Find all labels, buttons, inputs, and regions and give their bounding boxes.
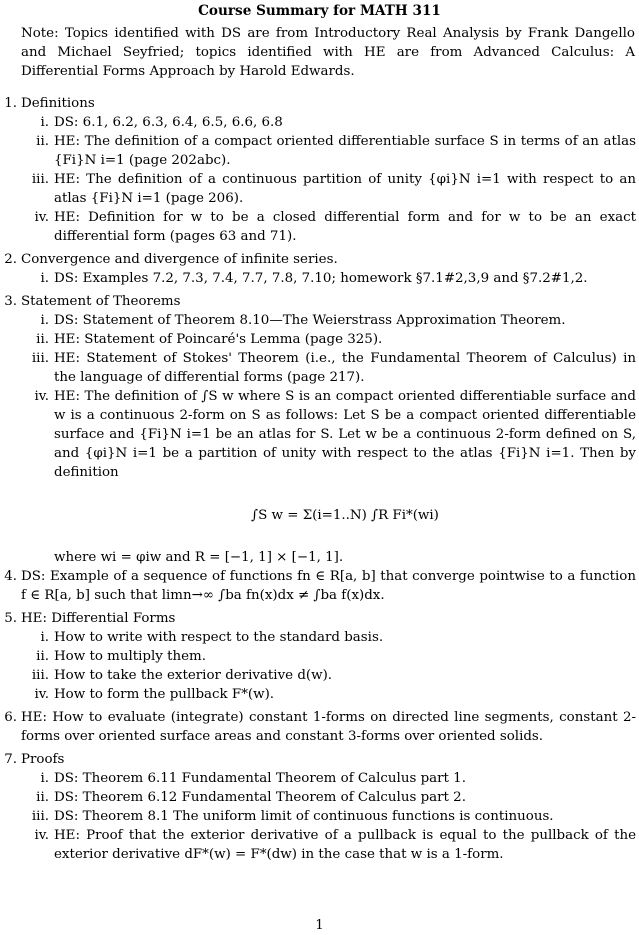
item-text: Statement of Theorems: [21, 294, 181, 309]
sub-text: How to take the exterior derivative d(w).: [54, 668, 333, 683]
sub-number: iv.: [34, 210, 49, 225]
sub-number: ii.: [36, 790, 49, 805]
formula-text: ∫S w = Σ(i=1..N) ∫R Fi*(wi): [251, 508, 439, 523]
sub-number: i.: [40, 115, 49, 130]
sub-text: HE: Statement of Stokes' Theorem (i.e., the Fundamental Theorem of Calculus) in the language of differential forms (page 217).: [54, 351, 636, 385]
page-number: 1: [315, 918, 324, 933]
item-number: 5.: [4, 611, 17, 626]
item-number: 1.: [4, 96, 17, 111]
list-item: [0, 292, 639, 311]
sub-text: HE: Statement of Poincaré's Lemma (page 325).: [54, 332, 383, 347]
sub-item: [0, 788, 639, 807]
sub-number: i.: [40, 771, 49, 786]
page-title: Course Summary for MATH 311: [198, 3, 441, 19]
sub-item: [0, 349, 639, 387]
sub-text: How to form the pullback F*(w).: [54, 687, 275, 702]
sub-item: [0, 311, 639, 330]
sub-item: [0, 769, 639, 788]
sub-item: [0, 807, 639, 826]
sub-text: HE: The definition of a compact oriented differentiable surface S in terms of an atlas {Fi}N i=1 (page 202abc).: [54, 134, 636, 168]
sub-number: i.: [40, 630, 49, 645]
sub-item: [0, 387, 639, 567]
item-text: Definitions: [21, 96, 95, 111]
sub-text: DS: Theorem 6.11 Fundamental Theorem of Calculus part 1.: [54, 771, 466, 786]
sub-text: HE: Proof that the exterior derivative of a pullback is equal to the pullback of the exterior derivative dF*(w) = F*(dw) in the case that w is a 1-form.: [54, 828, 636, 862]
note-paragraph: Note: Topics identified with DS are from Introductory Real Analysis by Frank Dangello and Michael Seyfried; topics identified with HE are from Advanced Calculus: A Differential Forms Approach by Harold Edwards.: [21, 26, 635, 79]
sub-number: ii.: [36, 332, 49, 347]
item-text: Proofs: [21, 752, 65, 767]
item-text: HE: Differential Forms: [21, 611, 176, 626]
sub-text: How to write with respect to the standard basis.: [54, 630, 384, 645]
list-item: [0, 708, 639, 746]
list-item: [0, 609, 639, 628]
sub-item: [0, 330, 639, 349]
sub-text: How to multiply them.: [54, 649, 206, 664]
sub-number: ii.: [36, 649, 49, 664]
sub-item: [0, 208, 639, 246]
item-number: 4.: [4, 569, 17, 584]
sub-text: DS: Examples 7.2, 7.3, 7.4, 7.7, 7.8, 7.10; homework §7.1#2,3,9 and §7.2#1,2.: [54, 271, 588, 286]
list-item: [0, 250, 639, 269]
sub-number: iv.: [34, 828, 49, 843]
list-item: [0, 94, 639, 113]
sub-item: [0, 269, 639, 288]
item-number: 3.: [4, 294, 17, 309]
list-item: [0, 567, 639, 605]
sub-number: i.: [40, 313, 49, 328]
item-text: Convergence and divergence of infinite series.: [21, 252, 338, 267]
sub-item: [0, 132, 639, 170]
sub-text: HE: Definition for w to be a closed differential form and for w to be an exact differential form (pages 63 and 71).: [54, 210, 636, 244]
sub-text: DS: Statement of Theorem 8.10—The Weierstrass Approximation Theorem.: [54, 313, 566, 328]
sub-number: iii.: [31, 668, 49, 683]
sub-item: [0, 685, 639, 704]
sub-text: HE: The definition of a continuous partition of unity {φi}N i=1 with respect to an atlas {Fi}N i=1 (page 206).: [54, 172, 636, 206]
item-number: 7.: [4, 752, 17, 767]
sub-item: [0, 647, 639, 666]
item-number: 2.: [4, 252, 17, 267]
sub-number: i.: [40, 271, 49, 286]
sub-number: iv.: [34, 687, 49, 702]
sub-item: [0, 826, 639, 864]
sub-text: DS: Theorem 8.1 The uniform limit of continuous functions is continuous.: [54, 809, 554, 824]
item-number: 6.: [4, 710, 17, 725]
topic-list: [0, 94, 639, 864]
sub-number: iii.: [31, 351, 49, 366]
list-item: [0, 750, 639, 769]
sub-item: [0, 666, 639, 685]
sub-text: DS: Theorem 6.12 Fundamental Theorem of Calculus part 2.: [54, 790, 466, 805]
sub-text: DS: 6.1, 6.2, 6.3, 6.4, 6.5, 6.6, 6.8: [54, 115, 283, 130]
sub-item: [0, 170, 639, 208]
sub-number: iii.: [31, 809, 49, 824]
integral-formula: [0, 488, 639, 544]
sub-item: [0, 628, 639, 647]
sub-number: iii.: [31, 172, 49, 187]
sub-number: iv.: [34, 389, 49, 404]
sub-text: HE: The definition of ∫S w where S is an compact oriented differentiable surface and w is a continuous 2-form on S as follows: Let S be a compact oriented differentiable surface and {Fi}N i=1 be an atlas for S. Let w be a continuous 2-form defined on S, and {φi}N i=1 be a partition of unity with respect to the atlas {Fi}N i=1. Then by definition: [54, 389, 636, 480]
sub-number: ii.: [36, 134, 49, 149]
item-text: HE: How to evaluate (integrate) constant 1-forms on directed line segments, constant 2-forms over oriented surface areas and constant 3-forms over oriented solids.: [21, 710, 636, 744]
sub-text-after: where wi = φiw and R = [−1, 1] × [−1, 1].: [54, 550, 344, 565]
sub-item: [0, 113, 639, 132]
item-text: DS: Example of a sequence of functions fn ∈ R[a, b] that converge pointwise to a function f ∈ R[a, b] such that limn→∞ ∫ba fn(x)dx ≠ ∫ba f(x)dx.: [21, 569, 636, 603]
